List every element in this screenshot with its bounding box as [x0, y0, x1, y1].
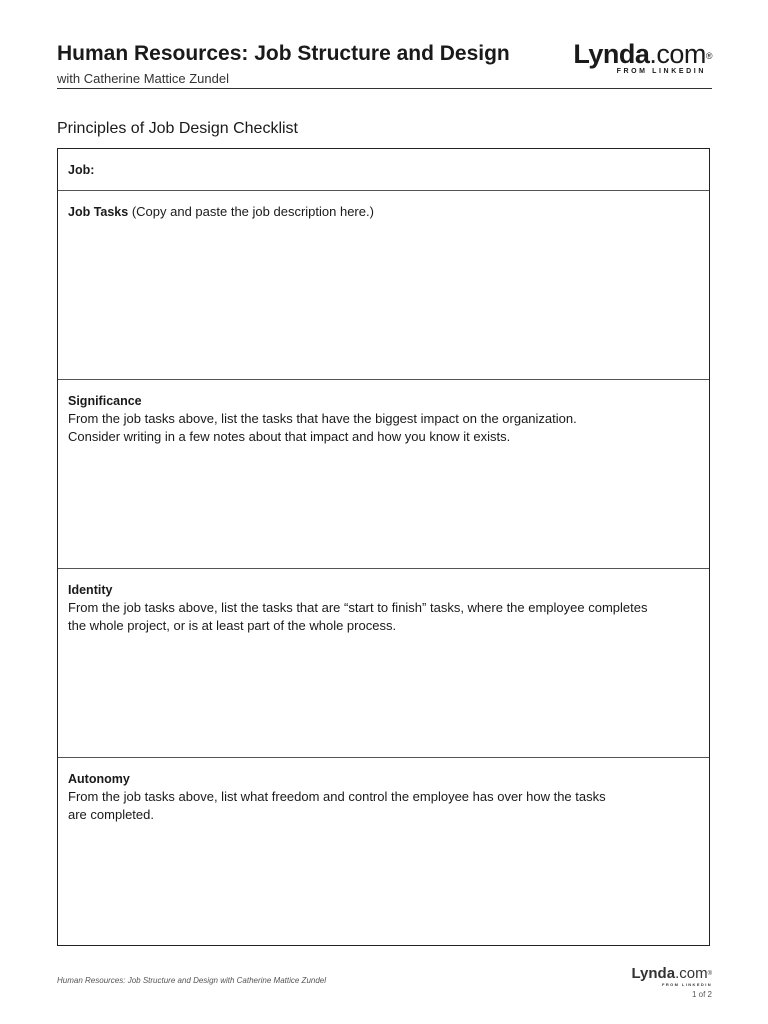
footer-logo-wordmark — [631, 966, 712, 982]
job-tasks-note: (Copy and paste the job description here.) — [128, 204, 374, 219]
lynda-logo — [552, 40, 712, 75]
job-row[interactable] — [58, 149, 709, 191]
autonomy-label: Autonomy — [68, 772, 130, 786]
autonomy-row[interactable] — [58, 758, 709, 945]
logo-wordmark — [552, 40, 712, 68]
page-number: 1 of 2 — [691, 990, 712, 999]
identity-description-line-2: the whole project, or is at least part of the whole process. — [68, 618, 397, 633]
significance-label: Significance — [68, 394, 142, 408]
identity-label: Identity — [68, 583, 113, 597]
identity-description-line-1: From the job tasks above, list the tasks that are “start to finish” tasks, where the employee completes — [68, 600, 648, 615]
significance-row[interactable] — [58, 380, 709, 569]
autonomy-description-line-1: From the job tasks above, list what freedom and control the employee has over how the tasks — [68, 789, 606, 804]
logo-brand: Lynda — [573, 39, 650, 69]
document-header — [57, 38, 712, 89]
footer-course-title: Human Resources: Job Structure and Design with Catherine Mattice Zundel — [57, 976, 327, 985]
job-label: Job: — [68, 163, 95, 177]
identity-row[interactable] — [58, 569, 709, 758]
footer-logo-registered-mark: ® — [707, 971, 712, 977]
footer-lynda-logo — [631, 966, 712, 987]
logo-tld: .com — [649, 39, 706, 69]
job-design-checklist — [57, 148, 710, 946]
job-tasks-label: Job Tasks — [68, 205, 129, 219]
footer-logo-tld: .com — [675, 965, 708, 982]
footer-logo-brand: Lynda — [631, 965, 676, 982]
footer-logo-tagline: FROM LINKEDIN — [662, 982, 712, 987]
significance-description-line-1: From the job tasks above, list the tasks that have the biggest impact on the organization. — [68, 411, 577, 426]
logo-registered-mark: ® — [705, 51, 712, 61]
job-tasks-row[interactable] — [58, 191, 709, 380]
significance-description-line-2: Consider writing in a few notes about that impact and how you know it exists. — [68, 429, 511, 444]
document-title: Human Resources: Job Structure and Design — [57, 42, 510, 65]
document-subtitle: with Catherine Mattice Zundel — [57, 71, 229, 86]
checklist-title: Principles of Job Design Checklist — [57, 120, 298, 137]
autonomy-description-line-2: are completed. — [68, 807, 154, 822]
logo-tagline: FROM LINKEDIN — [616, 68, 706, 75]
